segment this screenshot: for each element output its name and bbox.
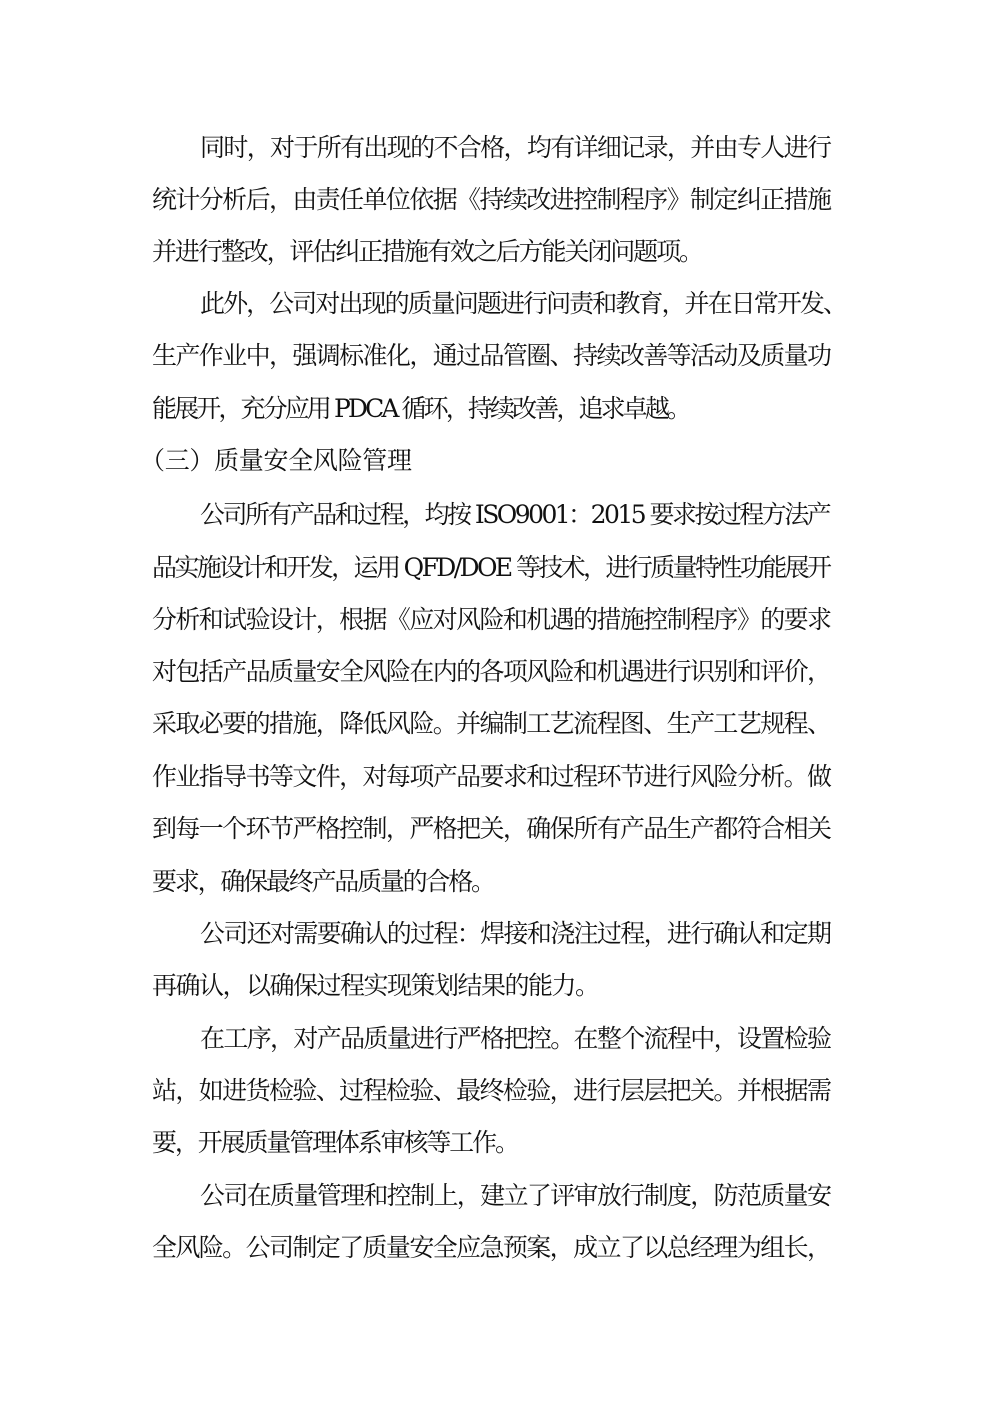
text-line: 站，如进货检验、过程检验、最终检验，进行层层把关。并根据需 [152,1076,831,1105]
text-line: 统计分析后，由责任单位依据《持续改进控制程序》制定纠正措施 [152,185,831,214]
text-line: 要求，确保最终产品质量的合格。 [152,867,494,896]
text-line: 作业指导书等文件，对每项产品要求和过程环节进行风险分析。做 [152,762,831,791]
text-line: 公司还对需要确认的过程：焊接和浇注过程，进行确认和定期 [200,919,831,948]
text-line: 分析和试验设计，根据《应对风险和机遇的措施控制程序》的要求 [152,605,831,634]
text-line: 要，开展质量管理体系审核等工作。 [152,1128,518,1157]
text-line: 生产作业中，强调标准化，通过品管圈、持续改善等活动及质量功 [152,341,831,370]
text-line: 公司在质量管理和控制上，建立了评审放行制度，防范质量安 [200,1181,831,1210]
text-line: 此外，公司对出现的质量问题进行问责和教育，并在日常开发、 [200,289,847,318]
text-line: 对包括产品质量安全风险在内的各项风险和机遇进行识别和评价， [152,657,831,686]
section-heading: （三）质量安全风险管理 [140,446,412,475]
text-line: 同时，对于所有出现的不合格，均有详细记录，并由专人进行 [200,133,831,162]
text-line: 在工序，对产品质量进行严格把控。在整个流程中，设置检验 [200,1024,831,1053]
text-line: 到每一个环节严格控制，严格把关，确保所有产品生产都符合相关 [152,814,831,843]
text-line: 品实施设计和开发，运用 QFD/DOE 等技术，进行质量特性功能展开 [152,553,830,582]
text-line: 并进行整改，评估纠正措施有效之后方能关闭问题项。 [152,237,702,266]
text-line: 采取必要的措施，降低风险。并编制工艺流程图、生产工艺规程、 [152,709,831,738]
text-line: 能展开，充分应用 PDCA 循环，持续改善，追求卓越。 [152,394,690,423]
text-line: 再确认，以确保过程实现策划结果的能力。 [152,971,599,1000]
text-line: 公司所有产品和过程，均按 ISO9001：2015 要求按过程方法产 [200,500,830,529]
text-line: 全风险。公司制定了质量安全应急预案，成立了以总经理为组长， [152,1233,831,1262]
